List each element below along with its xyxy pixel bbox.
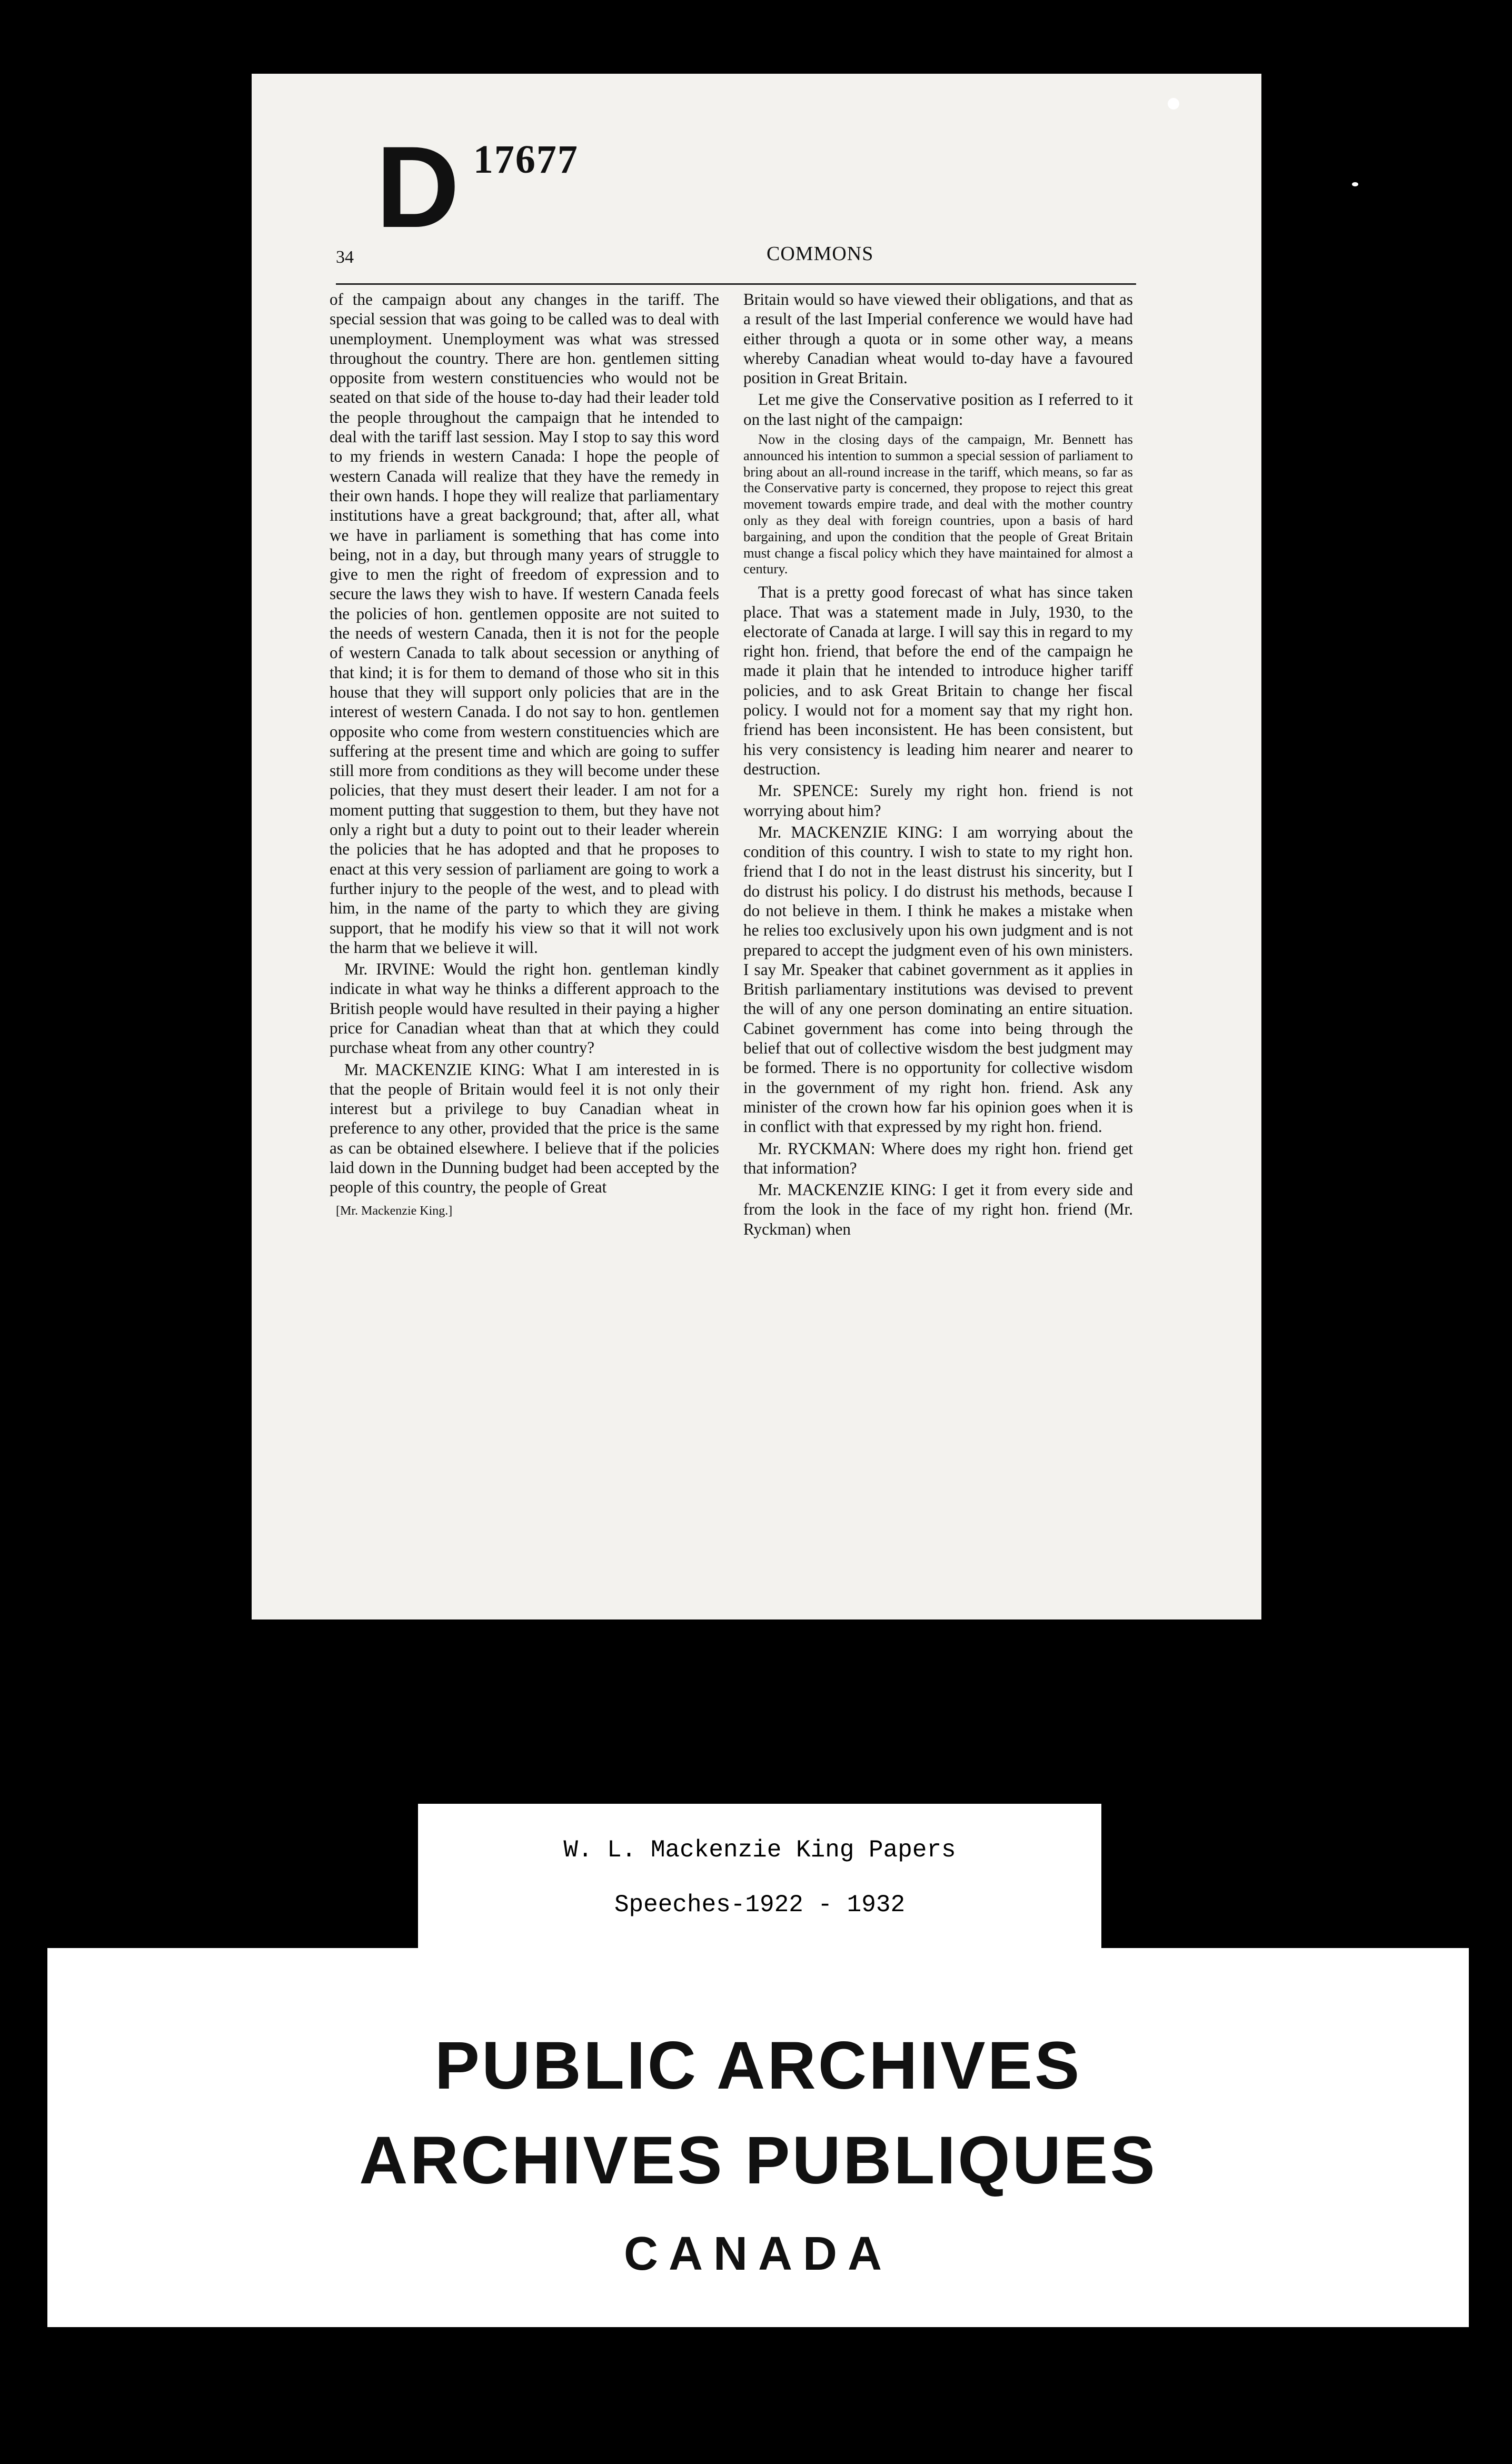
archives-country: CANADA bbox=[624, 2228, 892, 2280]
film-speck bbox=[1409, 2236, 1414, 2240]
collection-subtitle: Speeches-1922 - 1932 bbox=[614, 1891, 906, 1919]
block-quote: Now in the closing days of the campaign, Mr. Bennett has announced his intention to summon a special session of parliament to bring about an all-round increase in the tariff, which means, so far as the Conservative party is concerned, they propose to reject this great movement towards empire trade, and deal with the mother country only as they deal with foreign countries, upon a basis of hard bargaining, and upon the condition that the people of Great Britain must change a fiscal policy which they have maintained for almost a century. bbox=[743, 431, 1133, 577]
archives-label bbox=[47, 1948, 1469, 2327]
collection-label bbox=[418, 1804, 1101, 1967]
archives-title-en: PUBLIC ARCHIVES bbox=[434, 2028, 1082, 2103]
paragraph: Mr. IRVINE: Would the right hon. gentleman kindly indicate in what way he thinks a different approach to the British people would have resulted in their paying a higher price for Canadian wheat than that at which they could purchase wheat from any other country? bbox=[330, 960, 719, 1057]
speaker-footer: [Mr. Mackenzie King.] bbox=[336, 1204, 453, 1218]
paragraph: of the campaign about any changes in the tariff. The special session that was going to be called was to deal with unemployment. Unemployment was what was stressed throughout the country. There are hon. gentlemen sitting opposite from western constituencies who would not be seated on that side of the house to-day had their leader told the people throughout the campaign that he intended to deal with the tariff last session. May I stop to say this word to my friends in western Canada: I hope the people of western Canada will realize that they have the remedy in their own hands. I hope they will realize that parliamentary institutions have a great background; that, after all, what we have in parliament is something that has come into being, not in a day, but through many years of struggle to give to men the right of freedom of expression and to secure the laws they wish to have. If western Canada feels the policies of hon. gentlemen opposite are not suited to the needs of western Canada, then it is not for the people of western Canada to talk about secession or anything of that kind; it is for them to demand of those who sit in this house that they will support only policies that are in the interest of western Canada. I do not say to hon. gentlemen opposite who come from western constituencies which are suffering at the present time and which are going to suffer still more from conditions as they will become under these policies, that they must desert their leader. I am not for a moment putting that suggestion to them, but they have not only a right but a duty to point out to their leader wherein the policies that he has adopted and that he proposes to enact at this very session of parliament are going to work a further injury to the people of the west, and to plead with him, in the name of the party to which they are giving support, that he modify his view so that it will not work the harm that we believe it will. bbox=[330, 290, 719, 957]
collection-title: W. L. Mackenzie King Papers bbox=[563, 1836, 956, 1864]
page-number: 34 bbox=[336, 247, 354, 267]
header-rule bbox=[336, 283, 1136, 285]
left-column bbox=[330, 290, 719, 1221]
paragraph: Mr. MACKENZIE KING: I am worrying about the condition of this country. I wish to state to my right hon. friend that I do not in the least distrust his sincerity, but I do distrust his policy. I do distrust his methods, because I do not believe in them. I think he makes a mistake when he relies too exclusively upon his own judgment and is not prepared to accept the judgment even of his own ministers. I say Mr. Speaker that cabinet government as it applies in British parliamentary institutions was devised to prevent the will of any one person dominating an entire situation. Cabinet government has come into being through the belief that out of collective wisdom the best judgment may be formed. There is no opportunity for collective wisdom in the government of my right hon. friend. Ask any minister of the crown how far his opinion goes when it is in conflict with that expressed by my right hon. friend. bbox=[743, 822, 1133, 1136]
film-speck bbox=[1168, 98, 1179, 110]
stamp-number: 17677 bbox=[473, 137, 579, 182]
page-header bbox=[336, 122, 1178, 269]
paragraph: Mr. MACKENZIE KING: I get it from every side and from the look in the face of my right hon. friend (Mr. Ryckman) when bbox=[743, 1180, 1133, 1238]
paragraph: Britain would so have viewed their obligations, and that as a result of the last Imperial conference we would have had either through a quota or in some other way, a means whereby Canadian wheat would to-day have a favoured position in Great Britain. bbox=[743, 290, 1133, 388]
film-speck bbox=[1352, 182, 1358, 186]
running-head: COMMONS bbox=[767, 243, 874, 265]
paragraph: Mr. SPENCE: Surely my right hon. friend is not worrying about him? bbox=[743, 781, 1133, 820]
paragraph: Let me give the Conservative position as I referred to it on the last night of the campaign: bbox=[743, 390, 1133, 429]
archives-title-fr: ARCHIVES PUBLIQUES bbox=[359, 2123, 1157, 2198]
document-page bbox=[252, 74, 1261, 1620]
right-column bbox=[743, 290, 1133, 1241]
stamp-letter: D bbox=[376, 122, 460, 252]
paragraph: Mr. RYCKMAN: Where does my right hon. friend get that information? bbox=[743, 1139, 1133, 1177]
paragraph: That is a pretty good forecast of what has since taken place. That was a statement made in July, 1930, to the electorate of Canada at large. I will say this in regard to my right hon. friend, that before the end of the campaign he made it plain that he intended to introduce higher tariff policies, and to ask Great Britain to change her fiscal policy. I would not for a moment say that my right hon. friend has been inconsistent. He has been consistent, but his very consistency is leading him nearer and nearer to destruction. bbox=[743, 583, 1133, 778]
archive-stamp bbox=[376, 122, 579, 258]
paragraph: Mr. MACKENZIE KING: What I am interested in is that the people of Britain would feel it is not only their interest but a privilege to buy Canadian wheat in preference to any other, provided that the price is the same as can be obtained elsewhere. I believe that if the policies laid down in the Dunning budget had been accepted by the people of this country, the people of Great bbox=[330, 1060, 719, 1197]
